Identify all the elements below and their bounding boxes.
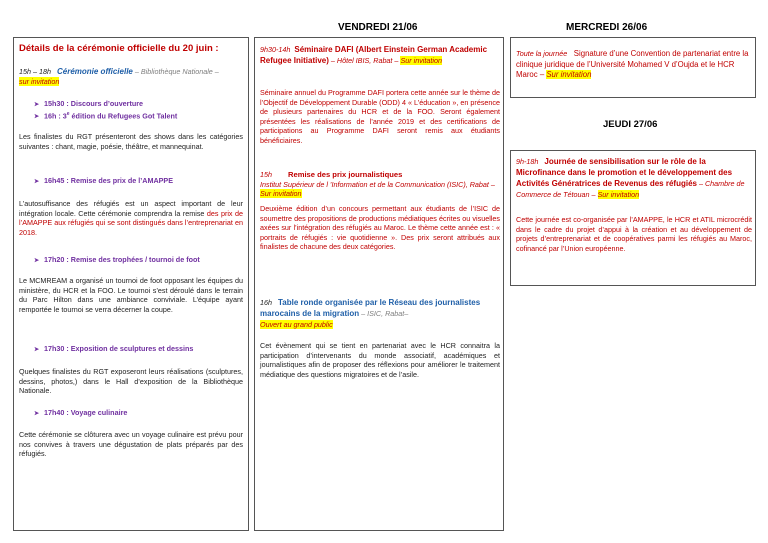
journalism-awards-description: Deuxième édition d’un concours permettant aux étudiants de l’ISIC de soumettre des propositions de productions médiatiques écrites ou visuelles axées sur l’intégration des réfugiés au Maroc. Le thème cette année est : « portraits de réfugiés : vie quotidienne ». Des prix seront attribués aux finalistes de chacune des deux catégories. — [260, 204, 500, 252]
round-table-description: Cet évènement qui se tient en partenariat avec le HCR connaitra la participation d’intervenants du monde associatif, académiques et journalistiques afin de proposer des réflexions pour améliorer le traitement médiatique des questions migratoires et de l’asile. — [260, 341, 500, 379]
journalism-awards-heading: 15h Remise des prix journalistiques Institut Supérieur de l ’Information et de la Communication (ISIC), Rabat – Sur invitation — [260, 170, 495, 199]
culinary-description: Cette cérémonie se clôturera avec un voyage culinaire est prévu pour nos convives à travers une dégustation de plats préparés par des réfugiés. — [19, 430, 243, 459]
round-table-heading: 16h Table ronde organisée par le Réseau des journalistes marocains de la migration – ISIC, Rabat– Ouvert au grand public — [260, 298, 481, 329]
agenda-item-culinary: ➤ 17h40 : Voyage culinaire — [34, 408, 128, 417]
agenda-item-exhibition: ➤ 17h30 : Exposition de sculptures et dessins — [34, 344, 194, 353]
agenda-item-opening: ➤ 15h30 : Discours d’ouverture — [34, 99, 144, 108]
agenda-item-amappe: ➤ 16h45 : Remise des prix de l’AMAPPE — [34, 176, 174, 185]
ceremony-title: Détails de la cérémonie officielle du 20 juin : — [19, 43, 219, 54]
microfinance-description: Cette journée est co-organisée par l’AMAPPE, le HCR et ATIL microcrédit dans le cadre du projet d’appui à la création et au développement de projets d’entreprenariat et de coopératives parmi les réfugiés au Maroc, cofinancé par l’Union européenne. — [516, 215, 752, 253]
exhibition-description: Quelques finalistes du RGT exposeront leurs réalisations (sculptures, dessins, photos,) dans le Hall d’exposition de la Bibliothèque Nationale. — [19, 367, 243, 396]
agenda-item-football: ➤ 17h20 : Remise des trophées / tournoi de foot — [34, 255, 200, 264]
dafi-seminar-heading: 9h30-14h Séminaire DAFI (Albert Einstein German Academic Refugee Initiative) – Hôtel IBIS, Rabat – Sur invitation — [260, 45, 488, 65]
wednesday-header: MERCREDI 26/06 — [566, 22, 648, 33]
amappe-description: L’autosuffisance des réfugiés est un aspect important de leur intégration locale. Cette cérémonie comprendra la remise des prix de l’AMAPPE aux réfugiés qui se sont distingués dans l’entreprenariat en 2018. — [19, 199, 243, 237]
dafi-seminar-description: Séminaire annuel du Programme DAFI portera cette année sur le thème de l’Objectif de Développement Durable (ODD) 4 « L’éducation », en présence de plusieurs partenaires du HCR et de la FOO. Seront également présentées les réalisations de l’année 2019 et des certifications de participations au Programme DAFI seront remis aux étudiants bénéficiaires. — [260, 88, 500, 145]
rgt-description: Les finalistes du RGT présenteront des shows dans les catégories suivantes : chant, magie, poésie, théâtre, et mannequinat. — [19, 132, 243, 151]
microfinance-heading: 9h-18h Journée de sensibilisation sur le rôle de la Microfinance dans le promotion et le développement des Activités Génératrices de Revenus des réfugiés – Chambre de Commerce de Tétouan – Sur invitation — [516, 157, 745, 199]
convention-signing-event: Toute la journée Signature d’une Convention de partenariat entre la clinique juridique de l’Université Mohamed V d’Oujda et le HCR Maroc – Sur invitation — [516, 49, 749, 79]
thursday-header: JEUDI 27/06 — [603, 119, 658, 130]
football-description: Le MCMREAM a organisé un tournoi de foot opposant les équipes du ministère, du HCR et la FOO. Le tournoi s’est déroulé dans le terrain du Parc Hilton dans une ambiance conviviale. L’équipe ayant remportée le tournoi se verra décerner la coupe. — [19, 276, 243, 314]
friday-header: VENDREDI 21/06 — [338, 22, 418, 33]
ceremony-intro: 15h – 18h Cérémonie officielle – Bibliothèque Nationale – sur invitation — [19, 67, 219, 86]
agenda-item-rgt: ➤ 16h : 3e édition du Refugees Got Talent — [34, 111, 178, 121]
